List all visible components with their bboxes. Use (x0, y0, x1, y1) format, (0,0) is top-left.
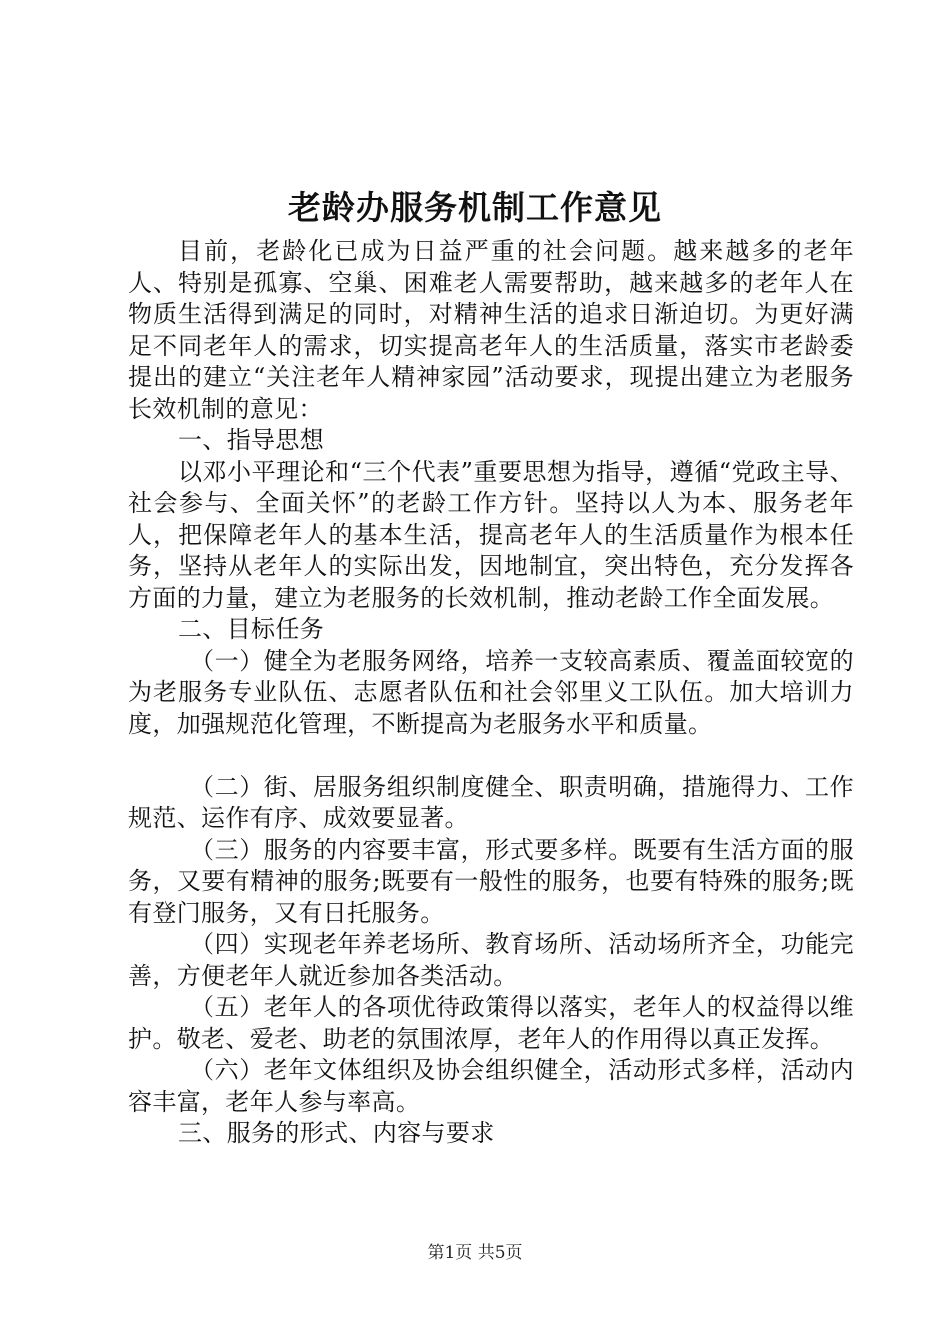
document-body (128, 236, 854, 1150)
heading-goals-tasks: 二、目标任务 (178, 615, 325, 643)
paragraph-intro: 目前，老龄化已成为日益严重的社会问题。越来越多的老年人、特别是孤寡、空巢、困难老人需要帮助，越来越多的老年人在物质生活得到满足的同时，对精神生活的追求日渐迫切。为更好满足不同老年人的需求，切实提高老年人的生活质量，落实市老龄委提出的建立“关注老年人精神家园”活动要求，现提出建立为老服务长效机制的意见： (128, 237, 854, 423)
paragraph-guiding-ideology: 以邓小平理论和“三个代表”重要思想为指导，遵循“党政主导、社会参与、全面关怀”的老龄工作方针。坚持以人为本、服务老年人，把保障老年人的基本生活，提高老年人的生活质量作为根本任务，坚持从老年人的实际出发，因地制宜，突出特色，充分发挥各方面的力量，建立为老服务的长效机制，推动老龄工作全面发展。 (128, 457, 854, 612)
page-number: 第1页 共5页 (427, 1243, 523, 1263)
list-item-goal-3: （三）服务的内容要丰富，形式要多样。既要有生活方面的服务，又要有精神的服务;既要有一般性的服务，也要有特殊的服务;既有登门服务，又有日托服务。 (128, 835, 854, 927)
list-item-goal-5: （五）老年人的各项优待政策得以落实，老年人的权益得以维护。敬老、爱老、助老的氛围浓厚，老年人的作用得以真正发挥。 (128, 993, 854, 1053)
list-item-goal-1: （一）健全为老服务网络，培养一支较高素质、覆盖面较宽的为老服务专业队伍、志愿者队伍和社会邻里义工队伍。加大培训力度，加强规范化管理，不断提高为老服务水平和质量。 (128, 646, 854, 738)
document-title: 老龄办服务机制工作意见 (288, 188, 662, 227)
heading-service-forms: 三、服务的形式、内容与要求 (178, 1119, 495, 1147)
list-item-goal-2: （二）街、居服务组织制度健全、职责明确，措施得力、工作规范、运作有序、成效要显著。 (128, 772, 854, 832)
list-item-goal-4: （四）实现老年养老场所、教育场所、活动场所齐全，功能完善，方便老年人就近参加各类活动。 (128, 930, 854, 990)
list-item-goal-6: （六）老年文体组织及协会组织健全，活动形式多样，活动内容丰富，老年人参与率高。 (128, 1056, 854, 1116)
heading-guiding-ideology: 一、指导思想 (178, 426, 325, 454)
